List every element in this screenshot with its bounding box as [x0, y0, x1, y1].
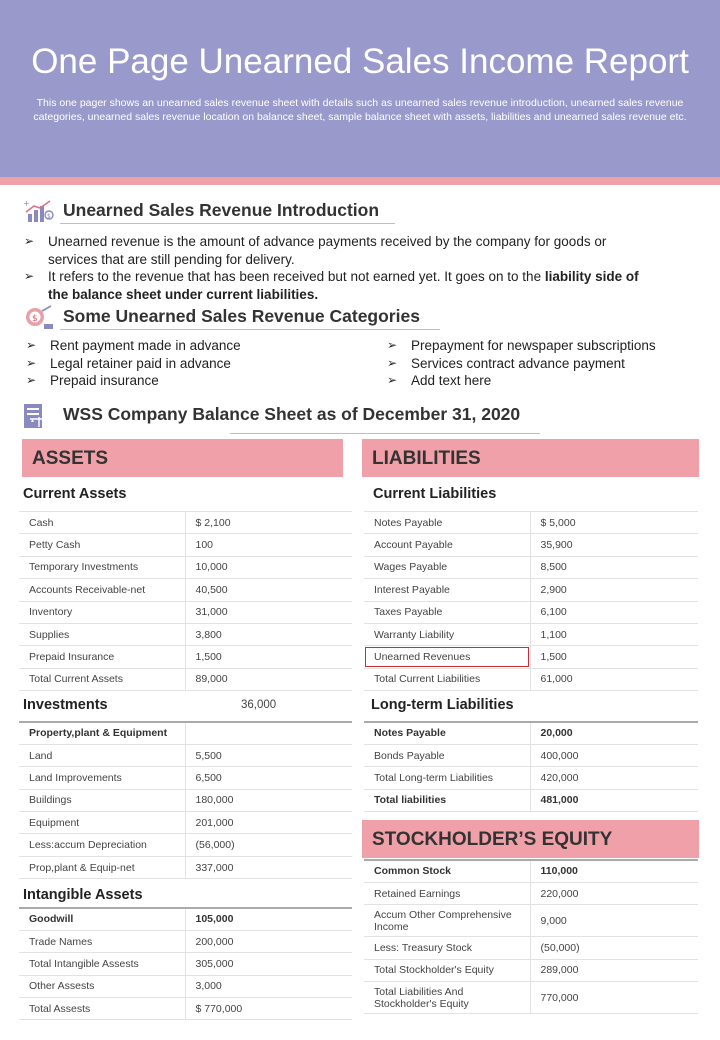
table-row: [19, 534, 352, 556]
row-label: Notes Payable: [364, 722, 530, 744]
row-label: Equipment: [19, 812, 185, 834]
investments-heading: Investments: [23, 697, 108, 713]
table-row: [19, 646, 352, 668]
row-label: Total Current Assets: [19, 668, 185, 690]
row-value: 5,500: [185, 744, 352, 766]
header-banner: [0, 0, 720, 177]
table-row: [19, 601, 352, 623]
categories-underline: [60, 329, 440, 330]
row-value: 305,000: [185, 953, 352, 975]
table-row: [364, 512, 698, 534]
balance-underline: [230, 433, 540, 434]
row-label: Warranty Liability: [364, 623, 530, 645]
row-label: Total Current Liabilities: [364, 668, 530, 690]
row-label: Temporary Investments: [19, 556, 185, 578]
row-label: Other Assests: [19, 975, 185, 997]
categories-left-list: [24, 337, 354, 390]
row-label: Goodwill: [19, 908, 185, 930]
category-item: ➢ Services contract advance payment: [387, 355, 625, 371]
row-label: Supplies: [19, 623, 185, 645]
table-row: [19, 930, 352, 952]
intro-title: Unearned Sales Revenue Introduction: [63, 200, 380, 220]
row-value: [185, 722, 352, 744]
row-value: 337,000: [185, 856, 352, 878]
table-row: [364, 601, 698, 623]
intro-bullets: [22, 233, 652, 303]
row-label: Prop,plant & Equip-net: [19, 856, 185, 878]
header-stripe: [0, 177, 720, 185]
intangible-heading: Intangible Assets: [23, 887, 143, 903]
table-row: [19, 908, 352, 930]
row-value: 3,800: [185, 623, 352, 645]
row-value: 1,500: [530, 646, 698, 668]
row-value: 201,000: [185, 812, 352, 834]
table-row: [19, 668, 352, 690]
table-row: [19, 767, 352, 789]
row-label: Less: Treasury Stock: [364, 937, 530, 959]
table-row: [364, 668, 698, 690]
table-row: [19, 998, 352, 1020]
row-value: $ 2,100: [185, 512, 352, 534]
row-label: Trade Names: [19, 930, 185, 952]
row-label: Wages Payable: [364, 556, 530, 578]
arrow-icon: ➢: [26, 338, 37, 352]
current-liabilities-table: [364, 511, 698, 691]
table-row: [19, 512, 352, 534]
ppe-table: [19, 721, 352, 879]
arrow-icon: ➢: [26, 373, 37, 387]
longterm-heading: Long-term Liabilities: [371, 697, 514, 713]
page-subtitle: This one pager shows an unearned sales revenue sheet with details such as unearned sales revenue introduction, unearned sales revenue categories, unearned sales revenue location on balance sheet, sample balance sheet with assets, liabilities and unearned sales revenue etc.: [33, 97, 687, 123]
svg-text:$: $: [47, 213, 51, 220]
row-label: Bonds Payable: [364, 744, 530, 766]
table-row: [364, 579, 698, 601]
table-row: [364, 556, 698, 578]
arrow-icon: ➢: [387, 373, 398, 387]
row-value: 289,000: [530, 959, 698, 981]
table-row: [19, 953, 352, 975]
row-value: 20,000: [530, 722, 698, 744]
row-value: 6,500: [185, 767, 352, 789]
intangible-table: [19, 907, 352, 1020]
row-label: Cash: [19, 512, 185, 534]
row-value: 200,000: [185, 930, 352, 952]
current-liabilities-heading: Current Liabilities: [373, 486, 497, 502]
table-row: [364, 646, 698, 668]
table-row: [19, 623, 352, 645]
table-row: [364, 982, 698, 1014]
growth-chart-icon: [22, 198, 56, 226]
arrow-icon: ➢: [24, 234, 35, 248]
row-value: 89,000: [185, 668, 352, 690]
row-value: 3,000: [185, 975, 352, 997]
categories-title: Some Unearned Sales Revenue Categories: [63, 306, 420, 326]
table-row: [364, 959, 698, 981]
table-row: [19, 556, 352, 578]
equity-band: STOCKHOLDER’S EQUITY: [362, 820, 699, 858]
row-label: Buildings: [19, 789, 185, 811]
table-row: [364, 789, 698, 811]
table-row: [19, 744, 352, 766]
page-title: One Page Unearned Sales Income Report: [31, 42, 689, 81]
table-row: [19, 579, 352, 601]
row-value: (56,000): [185, 834, 352, 856]
category-item: ➢ Rent payment made in advance: [26, 338, 241, 353]
intro-underline: [60, 223, 395, 224]
current-assets-heading: Current Assets: [23, 486, 127, 502]
row-value: (50,000): [530, 937, 698, 959]
row-label: Total liabilities: [364, 789, 530, 811]
intro-bullet-1: ➢ Unearned revenue is the amount of advance payments received by the company for goods or services that are still pending for delivery.: [24, 234, 607, 267]
equity-table: [364, 859, 698, 1014]
row-label: Total Intangible Assests: [19, 953, 185, 975]
investments-value: 36,000: [241, 699, 277, 711]
category-item: ➢ Prepayment for newspaper subscriptions: [387, 338, 656, 353]
row-value: 481,000: [530, 789, 698, 811]
liabilities-band: LIABILITIES: [362, 439, 699, 477]
row-label: Total Stockholder's Equity: [364, 959, 530, 981]
row-label: Petty Cash: [19, 534, 185, 556]
table-row: [364, 882, 698, 904]
row-label: Interest Payable: [364, 579, 530, 601]
row-label: Property,plant & Equipment: [19, 722, 185, 744]
row-label: Prepaid Insurance: [19, 646, 185, 668]
row-value: 180,000: [185, 789, 352, 811]
row-value: 8,500: [530, 556, 698, 578]
arrow-icon: ➢: [387, 355, 398, 370]
row-value: 1,500: [185, 646, 352, 668]
row-value: 61,000: [530, 668, 698, 690]
table-row: [19, 812, 352, 834]
table-row: [364, 744, 698, 766]
table-row: [364, 722, 698, 744]
table-row: [19, 975, 352, 997]
row-label: Common Stock: [364, 860, 530, 882]
table-row: [19, 789, 352, 811]
row-label: Total Long-term Liabilities: [364, 767, 530, 789]
row-label: Total Liabilities And Stockholder's Equity: [364, 982, 530, 1014]
row-label: Retained Earnings: [364, 882, 530, 904]
table-row: [364, 623, 698, 645]
row-value: 100: [185, 534, 352, 556]
longterm-table: [364, 721, 698, 812]
table-row: [19, 722, 352, 744]
svg-text:+: +: [23, 199, 30, 208]
row-label: Accounts Receivable-net: [19, 579, 185, 601]
row-value: 40,500: [185, 579, 352, 601]
row-value: $ 5,000: [530, 512, 698, 534]
table-row: [364, 767, 698, 789]
category-item: ➢ Legal retainer paid in advance: [26, 355, 231, 371]
table-row: [364, 860, 698, 882]
row-label: Land Improvements: [19, 767, 185, 789]
row-value: 770,000: [530, 982, 698, 1014]
row-value: 9,000: [530, 905, 698, 937]
row-label: Less:accum Depreciation: [19, 834, 185, 856]
row-label: Total Assests: [19, 998, 185, 1020]
row-label: Land: [19, 744, 185, 766]
row-value: 420,000: [530, 767, 698, 789]
row-value: 1,100: [530, 623, 698, 645]
balance-scale-icon: [20, 402, 54, 430]
row-label: Unearned Revenues: [364, 646, 530, 668]
arrow-icon: ➢: [24, 269, 35, 283]
assets-band: ASSETS: [22, 439, 343, 477]
row-value: 105,000: [185, 908, 352, 930]
table-row: [364, 937, 698, 959]
arrow-icon: ➢: [387, 338, 398, 352]
row-value: 10,000: [185, 556, 352, 578]
table-row: [364, 534, 698, 556]
target-money-icon: [22, 304, 56, 332]
row-label: Notes Payable: [364, 512, 530, 534]
row-value: $ 770,000: [185, 998, 352, 1020]
svg-text:$: $: [32, 314, 38, 324]
row-value: 220,000: [530, 882, 698, 904]
row-value: 6,100: [530, 601, 698, 623]
balance-title: WSS Company Balance Sheet as of December 31, 2020: [63, 404, 521, 424]
table-row: [19, 856, 352, 878]
row-value: 110,000: [530, 860, 698, 882]
row-value: 2,900: [530, 579, 698, 601]
intro-bullet-2: ➢ It refers to the revenue that has been received but not earned yet. It goes on to the liability side of the balance sheet under current liabilities.: [24, 269, 639, 302]
row-value: 35,900: [530, 534, 698, 556]
arrow-icon: ➢: [26, 355, 37, 370]
row-label: Account Payable: [364, 534, 530, 556]
table-row: [19, 834, 352, 856]
category-item: ➢ Add text here: [387, 373, 492, 388]
row-label: Taxes Payable: [364, 601, 530, 623]
categories-right-list: [385, 337, 715, 390]
row-label: Accum Other Comprehensive Income: [364, 905, 530, 937]
current-assets-table: [19, 511, 352, 691]
table-row: [364, 905, 698, 937]
category-item: ➢ Prepaid insurance: [26, 373, 159, 388]
row-value: 400,000: [530, 744, 698, 766]
row-value: 31,000: [185, 601, 352, 623]
row-label: Inventory: [19, 601, 185, 623]
